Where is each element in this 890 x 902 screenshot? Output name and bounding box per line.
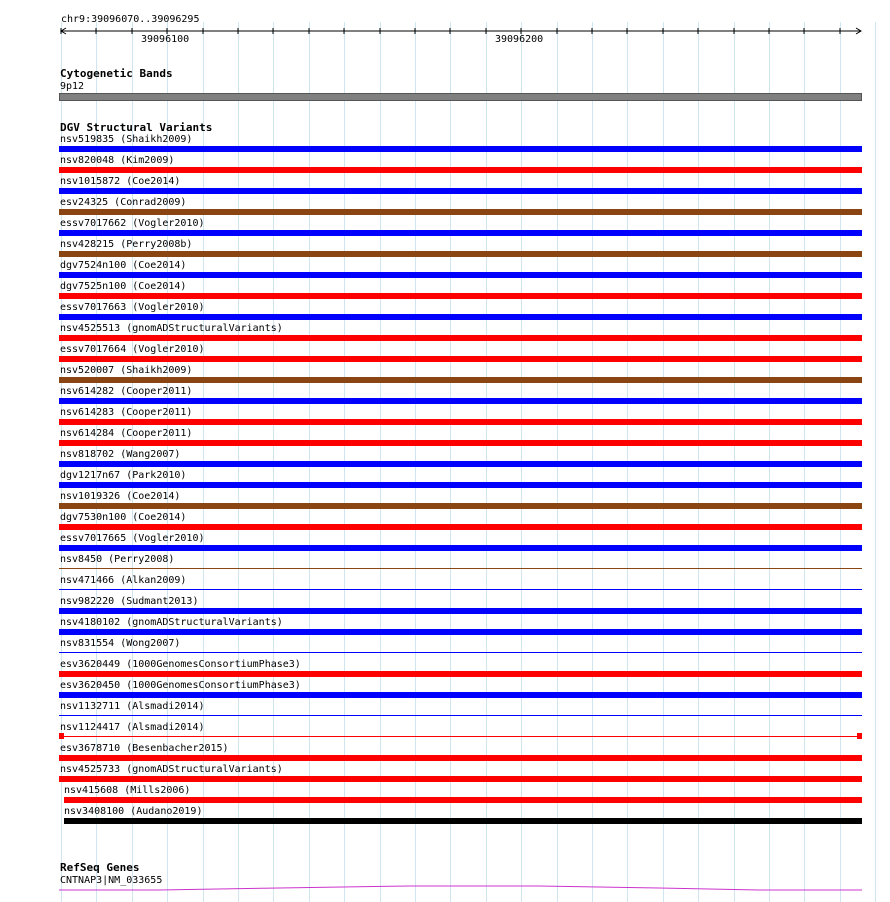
ruler-tick-label: 39096100 [141,34,190,45]
variant-feature[interactable] [59,608,862,614]
variant-label: nsv415608 (Mills2006) [64,785,191,796]
cytogenetic-track-title[interactable]: Cytogenetic Bands [60,67,173,80]
variant-label: nsv471466 (Alkan2009) [60,575,187,586]
variant-feature[interactable] [59,146,862,152]
variant-feature[interactable] [59,251,862,257]
variant-feature[interactable] [59,398,862,404]
variant-feature[interactable] [59,776,862,782]
variant-label: dgv7524n100 (Coe2014) [60,260,187,271]
variant-label: nsv4525733 (gnomADStructuralVariants) [60,764,283,775]
variant-label: nsv3408100 (Audano2019) [64,806,203,817]
variant-feature[interactable] [59,692,862,698]
variant-feature[interactable] [59,293,862,299]
variant-label: nsv614282 (Cooper2011) [60,386,193,397]
variant-label: nsv520007 (Shaikh2009) [60,365,193,376]
variant-label: esv3620449 (1000GenomesConsortiumPhase3) [60,659,301,670]
gene-feature[interactable] [59,883,862,893]
ruler-tick-label: 39096200 [495,34,544,45]
variant-feature[interactable] [59,419,862,425]
variant-label: nsv1019326 (Coe2014) [60,491,181,502]
variant-end-block [59,733,64,739]
variant-label: nsv8450 (Perry2008) [60,554,175,565]
variant-feature[interactable] [64,818,862,824]
variant-label: nsv820048 (Kim2009) [60,155,175,166]
variant-label: dgv7530n100 (Coe2014) [60,512,187,523]
variant-label: essv7017663 (Vogler2010) [60,302,205,313]
variant-feature[interactable] [59,524,862,530]
grid-line [875,22,876,902]
variant-feature[interactable] [59,482,862,488]
cytoband-bar[interactable] [59,93,862,101]
variant-label: nsv1124417 (Alsmadi2014) [60,722,205,733]
dgv-track-title[interactable]: DGV Structural Variants [60,121,213,134]
variant-label: esv3678710 (Besenbacher2015) [60,743,229,754]
variant-feature[interactable] [64,797,862,803]
variant-label: nsv1132711 (Alsmadi2014) [60,701,205,712]
variant-label: essv7017664 (Vogler2010) [60,344,205,355]
variant-label: nsv4180102 (gnomADStructuralVariants) [60,617,283,628]
variant-label: nsv519835 (Shaikh2009) [60,134,193,145]
variant-feature[interactable] [59,755,862,761]
gene-label: CNTNAP3|NM_033655 [60,875,163,886]
variant-feature[interactable] [59,314,862,320]
variant-feature[interactable] [59,652,862,653]
variant-label: nsv614284 (Cooper2011) [60,428,193,439]
variant-feature[interactable] [59,736,862,737]
variant-feature[interactable] [59,671,862,677]
variant-end-block [857,733,862,739]
variant-feature[interactable] [59,377,862,383]
variant-label: nsv831554 (Wong2007) [60,638,181,649]
variant-label: dgv7525n100 (Coe2014) [60,281,187,292]
variant-label: essv7017662 (Vogler2010) [60,218,205,229]
variant-feature[interactable] [59,629,862,635]
refseq-track-title[interactable]: RefSeq Genes [60,861,140,874]
variant-label: nsv1015872 (Coe2014) [60,176,181,187]
variant-label: esv3620450 (1000GenomesConsortiumPhase3) [60,680,301,691]
variant-label: nsv428215 (Perry2008b) [60,239,193,250]
variant-label: nsv614283 (Cooper2011) [60,407,193,418]
variant-feature[interactable] [59,272,862,278]
variant-feature[interactable] [59,461,862,467]
variant-label: nsv982220 (Sudmant2013) [60,596,199,607]
variant-feature[interactable] [59,715,862,716]
variant-feature[interactable] [59,167,862,173]
variant-label: dgv1217n67 (Park2010) [60,470,187,481]
variant-label: nsv818702 (Wang2007) [60,449,181,460]
cytoband-label: 9p12 [60,81,85,92]
variant-feature[interactable] [59,440,862,446]
variant-feature[interactable] [59,545,862,551]
variant-label: essv7017665 (Vogler2010) [60,533,205,544]
variant-feature[interactable] [59,356,862,362]
variant-feature[interactable] [59,188,862,194]
variant-label: esv24325 (Conrad2009) [60,197,187,208]
variant-feature[interactable] [59,503,862,509]
variant-feature[interactable] [59,230,862,236]
variant-feature[interactable] [59,568,862,569]
variant-label: nsv4525513 (gnomADStructuralVariants) [60,323,283,334]
variant-feature[interactable] [59,335,862,341]
variant-feature[interactable] [59,589,862,590]
variant-feature[interactable] [59,209,862,215]
coordinate-label: chr9:39096070..39096295 [61,14,200,25]
